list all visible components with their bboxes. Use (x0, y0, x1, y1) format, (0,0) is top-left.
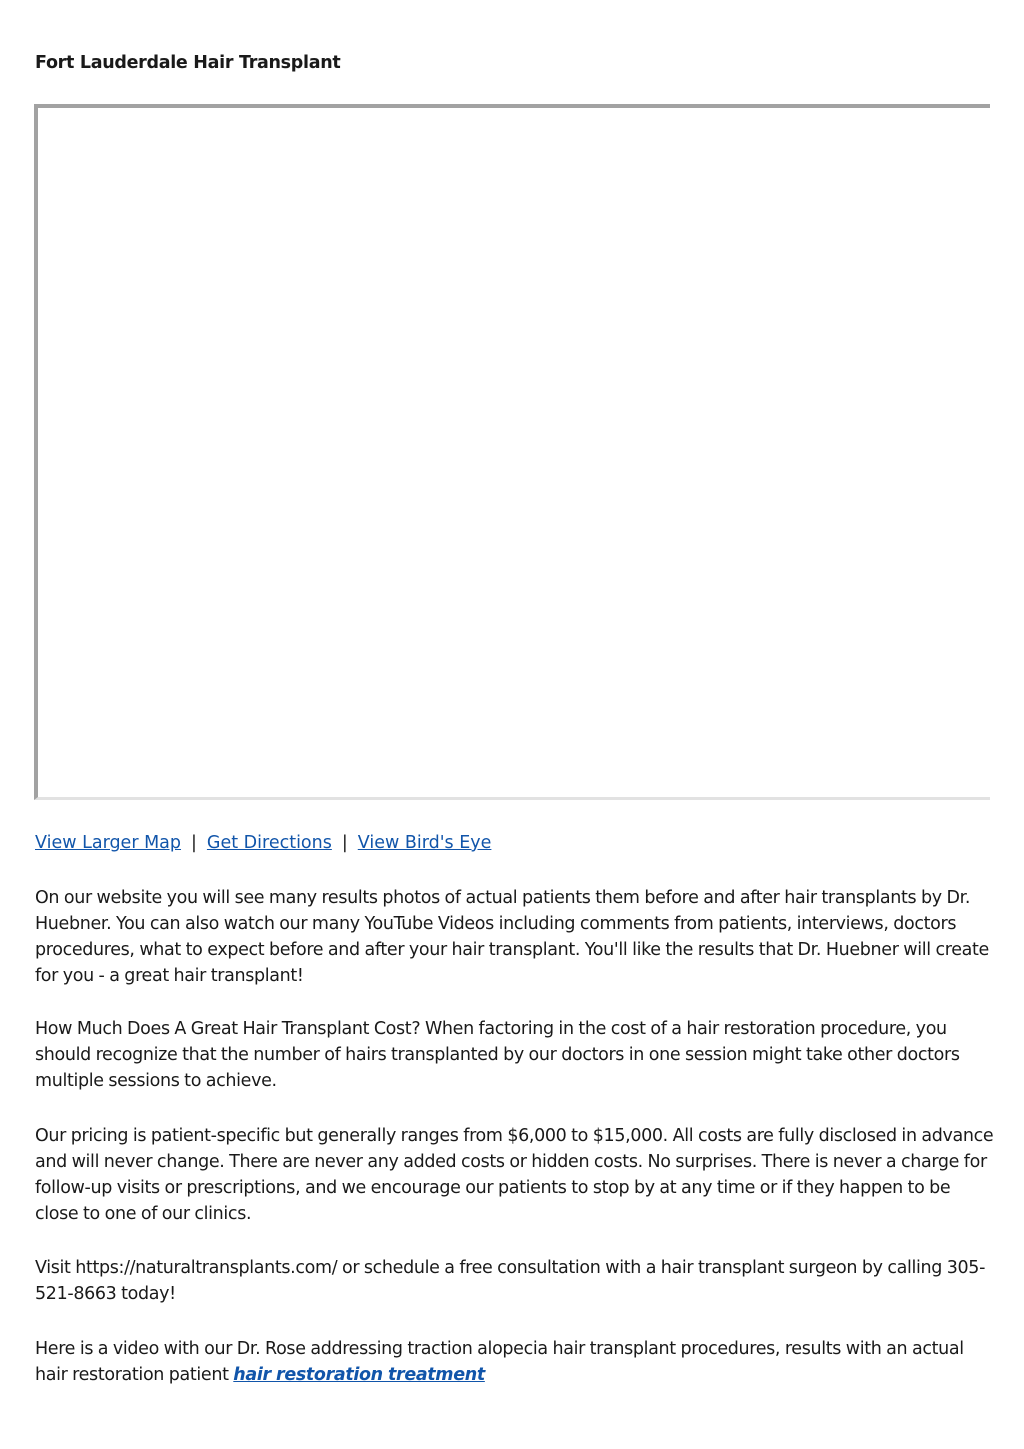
get-directions-link[interactable]: Get Directions (206, 833, 332, 853)
paragraph-results: On our website you will see many results photos of actual patients them before and after hair transplants by Dr. Huebner. You can also watch our many YouTube Videos including comments from patients, interviews, doctors procedures, what to expect before and after your hair transplant. You'll like the results that Dr. Huebner will create for you - a great hair transplant! (35, 888, 989, 986)
paragraph-cost: How Much Does A Great Hair Transplant Cost? When factoring in the cost of a hair restoration procedure, you should recognize that the number of hairs transplanted by our doctors in one session might take other doctors multiple sessions to achieve. (35, 1019, 960, 1091)
view-larger-map-link[interactable]: View Larger Map (35, 833, 182, 853)
embedded-map[interactable] (34, 104, 990, 800)
map-links (35, 830, 491, 856)
paragraph-pricing: Our pricing is patient-specific but generally ranges from $6,000 to $15,000. All costs are fully disclosed in advance and will never change. There are never any added costs or hidden costs. No surprises. There is never a charge for follow-up visits or prescriptions, and we encourage our patients to stop by at any time or if they happen to be close to one of our clinics. (35, 1126, 994, 1224)
paragraph-contact: Visit https://naturaltransplants.com/ or schedule a free consultation with a hair transplant surgeon by calling 305-521-8663 today! (35, 1258, 986, 1304)
link-separator: | (191, 833, 197, 853)
paragraph-video-text: Here is a video with our Dr. Rose addressing traction alopecia hair transplant procedures, results with an actual hair restoration patient (35, 1339, 964, 1385)
page-title: Fort Lauderdale Hair Transplant (35, 53, 341, 73)
view-birds-eye-link[interactable]: View Bird's Eye (357, 833, 492, 853)
hair-restoration-treatment-link[interactable]: hair restoration treatment (233, 1365, 485, 1385)
link-separator: | (341, 833, 348, 853)
paragraph-video (35, 1336, 995, 1388)
